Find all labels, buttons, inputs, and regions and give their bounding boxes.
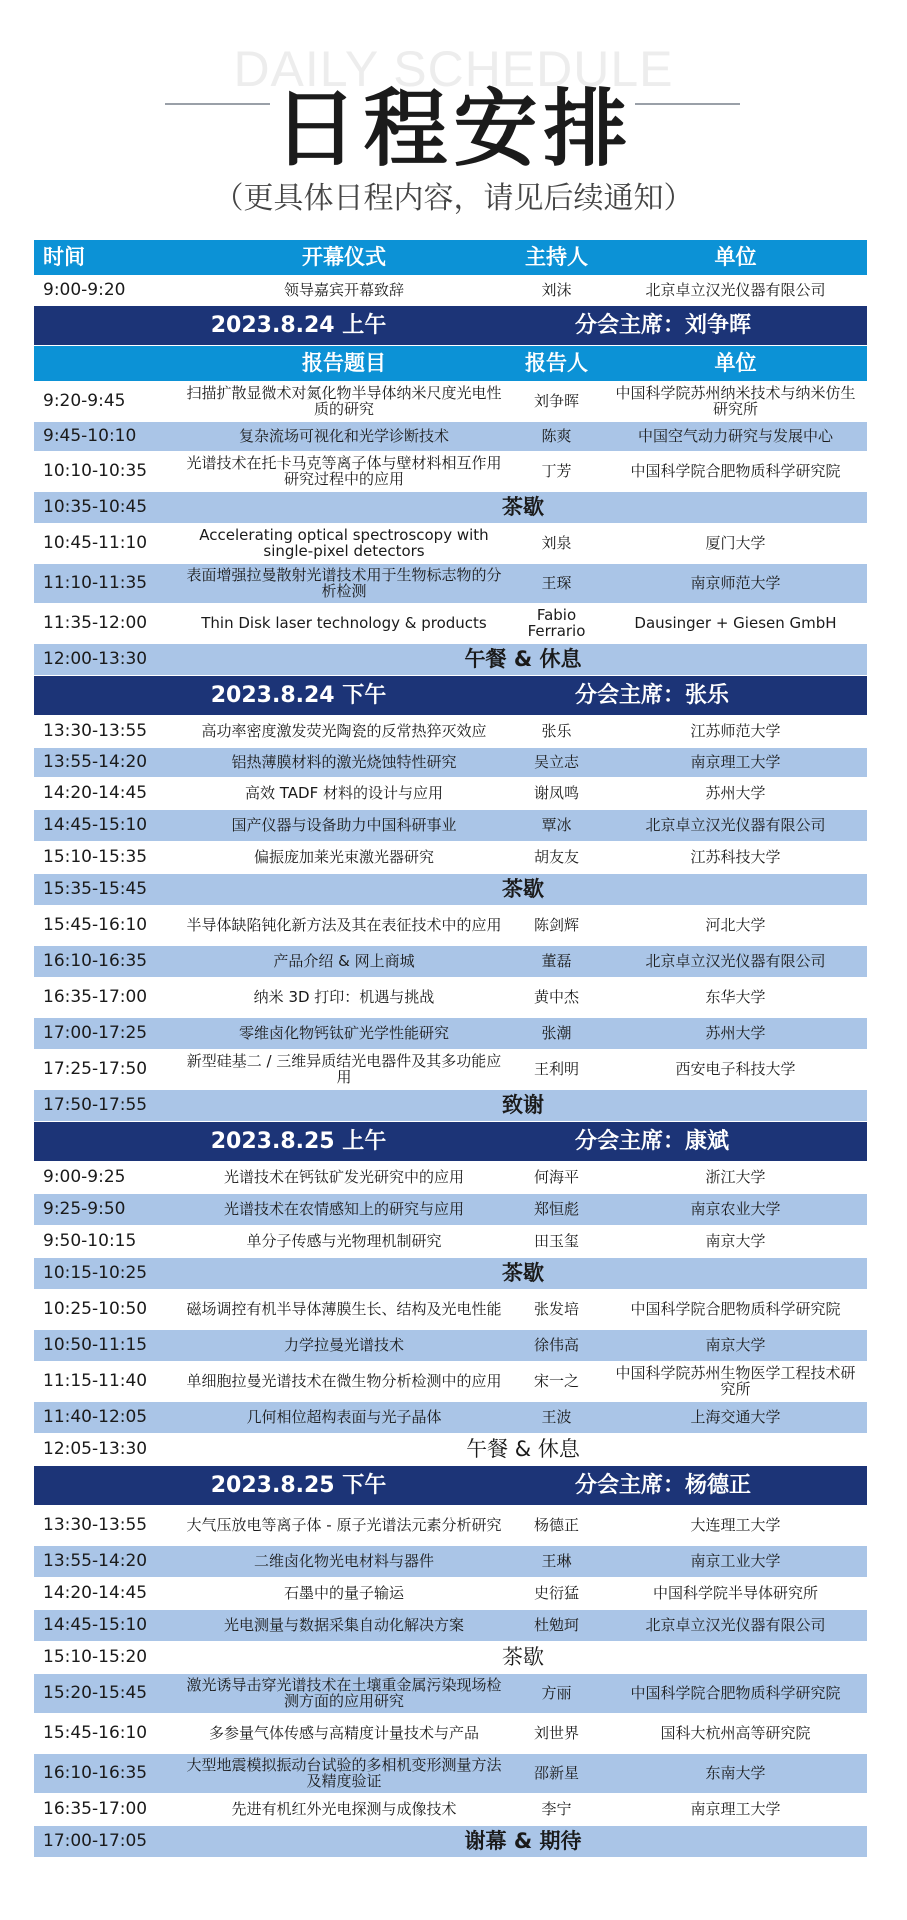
session-chair: 分会主席：康斌 bbox=[575, 1128, 730, 1154]
topic-cell: 单分子传感与光物理机制研究 bbox=[246, 1231, 442, 1250]
table-row bbox=[34, 842, 867, 874]
table-row bbox=[34, 978, 867, 1018]
org-cell: 北京卓立汉光仪器有限公司 bbox=[645, 1615, 826, 1634]
speaker-cell: 丁芳 bbox=[541, 461, 572, 480]
org-cell: 北京卓立汉光仪器有限公司 bbox=[645, 280, 826, 299]
table-row bbox=[34, 276, 867, 306]
speaker-cell: 王利明 bbox=[533, 1059, 579, 1078]
org-cell: 江苏科技大学 bbox=[690, 847, 781, 866]
time-cell: 15:20-15:45 bbox=[43, 1682, 148, 1703]
time-cell: 13:30-13:55 bbox=[43, 1514, 148, 1535]
session-header-row bbox=[34, 676, 867, 716]
org-cell: 南京师范大学 bbox=[690, 573, 781, 592]
topic-cell: 光谱技术在托卡马克等离子体与壁材料相互作用研究过程中的应用 bbox=[186, 453, 502, 488]
break-label: 茶歇 bbox=[502, 495, 544, 520]
break-row bbox=[34, 644, 867, 676]
time-cell: 9:50-10:15 bbox=[43, 1230, 137, 1251]
table-row bbox=[34, 716, 867, 748]
session-header-row bbox=[34, 306, 867, 346]
session-date: 2023.8.25 上午 bbox=[210, 1128, 387, 1154]
table-row bbox=[34, 1714, 867, 1754]
time-cell: 14:20-14:45 bbox=[43, 1582, 148, 1603]
break-row bbox=[34, 1826, 867, 1858]
speaker-cell: 张发培 bbox=[533, 1299, 579, 1318]
break-label: 午餐 & 休息 bbox=[464, 647, 582, 672]
org-cell: Dausinger + Giesen GmbH bbox=[634, 613, 837, 632]
table-row bbox=[34, 1754, 867, 1794]
time-cell: 15:45-16:10 bbox=[43, 1722, 148, 1743]
speaker-cell: 张潮 bbox=[541, 1023, 572, 1042]
time-cell: 10:45-11:10 bbox=[43, 532, 148, 553]
speaker-cell: 史衍猛 bbox=[533, 1583, 579, 1602]
topic-cell: 产品介绍 & 网上商城 bbox=[273, 951, 415, 970]
topic-cell: 大型地震模拟振动台试验的多相机变形测量方法及精度验证 bbox=[186, 1755, 502, 1790]
org-cell: 南京大学 bbox=[705, 1335, 766, 1354]
speaker-cell: Fabio Ferrario bbox=[527, 605, 586, 640]
topic-cell: 开幕仪式 bbox=[302, 245, 386, 270]
org-cell: 浙江大学 bbox=[705, 1167, 766, 1186]
time-cell: 9:25-9:50 bbox=[43, 1198, 126, 1219]
speaker-cell: 李宁 bbox=[541, 1799, 572, 1818]
time-cell: 15:45-16:10 bbox=[43, 914, 148, 935]
session-header-row bbox=[34, 1122, 867, 1162]
topic-cell: 扫描扩散显微术对氮化物半导体纳米尺度光电性质的研究 bbox=[186, 383, 502, 418]
time-cell: 10:50-11:15 bbox=[43, 1334, 148, 1355]
table-row bbox=[34, 1330, 867, 1362]
table-row bbox=[34, 1226, 867, 1258]
org-cell: 东华大学 bbox=[705, 987, 766, 1006]
table-row bbox=[34, 748, 867, 778]
org-cell: 大连理工大学 bbox=[690, 1515, 781, 1534]
speaker-cell: 董磊 bbox=[541, 951, 572, 970]
topic-cell: 半导体缺陷钝化新方法及其在表征技术中的应用 bbox=[186, 915, 502, 934]
org-cell: 单位 bbox=[714, 351, 757, 376]
org-cell: 苏州大学 bbox=[705, 1023, 766, 1042]
topic-cell: Accelerating optical spectroscopy with single-pixel detectors bbox=[199, 525, 489, 560]
table-row bbox=[34, 946, 867, 978]
topic-cell: 光电测量与数据采集自动化解决方案 bbox=[223, 1615, 464, 1634]
org-cell: 厦门大学 bbox=[705, 533, 766, 552]
time-cell: 16:10-16:35 bbox=[43, 1762, 148, 1783]
break-row bbox=[34, 1258, 867, 1290]
topic-cell: 高效 TADF 材料的设计与应用 bbox=[245, 783, 443, 802]
time-cell: 时间 bbox=[43, 245, 85, 270]
time-cell: 14:45-15:10 bbox=[43, 1614, 148, 1635]
table-row bbox=[34, 810, 867, 842]
table-row bbox=[34, 1162, 867, 1194]
topic-cell: 铝热薄膜材料的激光烧蚀特性研究 bbox=[231, 752, 457, 771]
topic-cell: 偏振庞加莱光束激光器研究 bbox=[253, 847, 434, 866]
org-cell: 中国科学院苏州生物医学工程技术研究所 bbox=[615, 1363, 856, 1398]
org-cell: 单位 bbox=[714, 245, 757, 270]
speaker-cell: 刘泉 bbox=[541, 533, 572, 552]
table-row bbox=[34, 1194, 867, 1226]
org-cell: 南京大学 bbox=[705, 1231, 766, 1250]
speaker-cell: 覃冰 bbox=[541, 815, 572, 834]
topic-cell: 力学拉曼光谱技术 bbox=[283, 1335, 404, 1354]
page-title: 日程安排 bbox=[273, 80, 634, 178]
break-label: 谢幕 & 期待 bbox=[464, 1829, 582, 1854]
break-row bbox=[34, 1642, 867, 1674]
topic-cell: 新型硅基二 / 三维异质结光电器件及其多功能应用 bbox=[186, 1051, 502, 1086]
time-cell: 15:35-15:45 bbox=[43, 878, 148, 899]
speaker-cell: 黄中杰 bbox=[533, 987, 579, 1006]
org-cell: 中国科学院合肥物质科学研究院 bbox=[630, 461, 841, 480]
org-cell: 北京卓立汉光仪器有限公司 bbox=[645, 815, 826, 834]
break-label: 致谢 bbox=[502, 1093, 544, 1118]
time-cell: 14:45-15:10 bbox=[43, 814, 148, 835]
time-cell: 17:50-17:55 bbox=[43, 1094, 148, 1115]
break-label: 茶歇 bbox=[502, 1645, 544, 1670]
table-row bbox=[34, 1050, 867, 1090]
time-cell: 9:00-9:20 bbox=[43, 279, 126, 300]
speaker-cell: 刘争晖 bbox=[533, 391, 579, 410]
org-cell: 苏州大学 bbox=[705, 783, 766, 802]
table-row bbox=[34, 1578, 867, 1610]
table-row bbox=[34, 1610, 867, 1642]
org-cell: 南京农业大学 bbox=[690, 1199, 781, 1218]
time-cell: 12:00-13:30 bbox=[43, 648, 148, 669]
column-header-row bbox=[34, 240, 867, 276]
table-row bbox=[34, 1362, 867, 1402]
table-row bbox=[34, 778, 867, 810]
topic-cell: 领导嘉宾开幕致辞 bbox=[283, 280, 404, 299]
topic-cell: 复杂流场可视化和光学诊断技术 bbox=[238, 426, 449, 445]
time-cell: 13:55-14:20 bbox=[43, 1550, 148, 1571]
speaker-cell: 刘世界 bbox=[533, 1723, 579, 1742]
break-row bbox=[34, 492, 867, 524]
org-cell: 中国科学院半导体研究所 bbox=[652, 1583, 818, 1602]
time-cell: 9:00-9:25 bbox=[43, 1166, 126, 1187]
time-cell: 17:25-17:50 bbox=[43, 1058, 148, 1079]
speaker-cell: 方丽 bbox=[541, 1683, 572, 1702]
break-label: 午餐 & 休息 bbox=[466, 1437, 580, 1462]
time-cell: 11:10-11:35 bbox=[43, 572, 148, 593]
table-row bbox=[34, 382, 867, 422]
speaker-cell: 主持人 bbox=[525, 245, 588, 270]
page-header bbox=[0, 0, 907, 240]
time-cell: 15:10-15:35 bbox=[43, 846, 148, 867]
session-date: 2023.8.24 上午 bbox=[210, 312, 387, 338]
time-cell: 9:20-9:45 bbox=[43, 390, 126, 411]
time-cell: 11:40-12:05 bbox=[43, 1406, 148, 1427]
time-cell: 10:25-10:50 bbox=[43, 1298, 148, 1319]
break-label: 茶歇 bbox=[502, 1261, 544, 1286]
table-row bbox=[34, 1290, 867, 1330]
session-date: 2023.8.25 下午 bbox=[210, 1472, 387, 1498]
table-row bbox=[34, 604, 867, 644]
time-cell: 11:15-11:40 bbox=[43, 1370, 148, 1391]
break-row bbox=[34, 1434, 867, 1466]
time-cell: 10:15-10:25 bbox=[43, 1262, 148, 1283]
time-cell: 15:10-15:20 bbox=[43, 1646, 148, 1667]
session-chair: 分会主席：杨德正 bbox=[575, 1472, 752, 1498]
table-row bbox=[34, 422, 867, 452]
topic-cell: 几何相位超构表面与光子晶体 bbox=[246, 1407, 442, 1426]
org-cell: 西安电子科技大学 bbox=[675, 1059, 796, 1078]
topic-cell: 单细胞拉曼光谱技术在微生物分析检测中的应用 bbox=[186, 1371, 502, 1390]
topic-cell: 表面增强拉曼散射光谱技术用于生物标志物的分析检测 bbox=[186, 565, 502, 600]
page-subtitle: （更具体日程内容，请见后续通知） bbox=[213, 181, 694, 216]
org-cell: 国科大杭州高等研究院 bbox=[660, 1723, 811, 1742]
org-cell: 南京工业大学 bbox=[690, 1551, 781, 1570]
table-row bbox=[34, 524, 867, 564]
table-row bbox=[34, 1674, 867, 1714]
org-cell: 中国科学院合肥物质科学研究院 bbox=[630, 1299, 841, 1318]
time-cell: 12:05-13:30 bbox=[43, 1438, 148, 1459]
time-cell: 11:35-12:00 bbox=[43, 612, 148, 633]
org-cell: 上海交通大学 bbox=[690, 1407, 781, 1426]
topic-cell: 二维卤化物光电材料与器件 bbox=[253, 1551, 434, 1570]
time-cell: 9:45-10:10 bbox=[43, 425, 137, 446]
topic-cell: 大气压放电等离子体 - 原子光谱法元素分析研究 bbox=[186, 1515, 502, 1534]
speaker-cell: 田玉玺 bbox=[533, 1231, 579, 1250]
column-header-row bbox=[34, 346, 867, 382]
speaker-cell: 陈爽 bbox=[541, 426, 572, 445]
session-chair: 分会主席：刘争晖 bbox=[575, 312, 752, 338]
speaker-cell: 杨德正 bbox=[533, 1515, 579, 1534]
time-cell: 17:00-17:25 bbox=[43, 1022, 148, 1043]
time-cell: 13:55-14:20 bbox=[43, 751, 148, 772]
speaker-cell: 徐伟高 bbox=[533, 1335, 579, 1354]
time-cell: 16:35-17:00 bbox=[43, 986, 148, 1007]
speaker-cell: 宋一之 bbox=[533, 1371, 579, 1390]
table-row bbox=[34, 906, 867, 946]
table-row bbox=[34, 1402, 867, 1434]
topic-cell: 国产仪器与设备助力中国科研事业 bbox=[231, 815, 457, 834]
topic-cell: 光谱技术在农情感知上的研究与应用 bbox=[223, 1199, 464, 1218]
speaker-cell: 刘沫 bbox=[541, 280, 572, 299]
speaker-cell: 王波 bbox=[541, 1407, 572, 1426]
table-row bbox=[34, 452, 867, 492]
break-row bbox=[34, 874, 867, 906]
table-row bbox=[34, 564, 867, 604]
time-cell: 10:35-10:45 bbox=[43, 496, 148, 517]
org-cell: 中国空气动力研究与发展中心 bbox=[637, 426, 833, 445]
topic-cell: 报告题目 bbox=[302, 351, 386, 376]
topic-cell: 先进有机红外光电探测与成像技术 bbox=[231, 1799, 457, 1818]
topic-cell: 零维卤化物钙钛矿光学性能研究 bbox=[238, 1023, 449, 1042]
table-row bbox=[34, 1506, 867, 1546]
topic-cell: Thin Disk laser technology & products bbox=[201, 613, 487, 632]
time-cell: 13:30-13:55 bbox=[43, 720, 148, 741]
org-cell: 东南大学 bbox=[705, 1763, 766, 1782]
session-chair: 分会主席：张乐 bbox=[575, 682, 730, 708]
org-cell: 中国科学院苏州纳米技术与纳米仿生研究所 bbox=[615, 383, 856, 418]
topic-cell: 纳米 3D 打印：机遇与挑战 bbox=[253, 987, 435, 1006]
speaker-cell: 何海平 bbox=[533, 1167, 579, 1186]
speaker-cell: 陈剑辉 bbox=[533, 915, 579, 934]
time-cell: 17:00-17:05 bbox=[43, 1830, 148, 1851]
org-cell: 南京理工大学 bbox=[690, 752, 781, 771]
speaker-cell: 郑恒彪 bbox=[533, 1199, 579, 1218]
schedule-table bbox=[34, 240, 867, 1858]
session-header-row bbox=[34, 1466, 867, 1506]
topic-cell: 激光诱导击穿光谱技术在土壤重金属污染现场检测方面的应用研究 bbox=[186, 1675, 502, 1710]
speaker-cell: 王琳 bbox=[541, 1551, 572, 1570]
table-row bbox=[34, 1546, 867, 1578]
speaker-cell: 谢凤鸣 bbox=[533, 783, 579, 802]
session-date: 2023.8.24 下午 bbox=[210, 682, 387, 708]
time-cell: 10:10-10:35 bbox=[43, 460, 148, 481]
background-title: DAILY SCHEDULE bbox=[233, 41, 674, 97]
speaker-cell: 胡友友 bbox=[533, 847, 579, 866]
org-cell: 南京理工大学 bbox=[690, 1799, 781, 1818]
topic-cell: 光谱技术在钙钛矿发光研究中的应用 bbox=[223, 1167, 464, 1186]
org-cell: 江苏师范大学 bbox=[690, 721, 781, 740]
topic-cell: 多参量气体传感与高精度计量技术与产品 bbox=[208, 1723, 479, 1742]
speaker-cell: 王琛 bbox=[541, 573, 572, 592]
time-cell: 16:10-16:35 bbox=[43, 950, 148, 971]
break-label: 茶歇 bbox=[502, 877, 544, 902]
org-cell: 河北大学 bbox=[705, 915, 766, 934]
speaker-cell: 张乐 bbox=[541, 721, 572, 740]
topic-cell: 磁场调控有机半导体薄膜生长、结构及光电性能 bbox=[186, 1299, 502, 1318]
speaker-cell: 报告人 bbox=[525, 351, 588, 376]
time-cell: 14:20-14:45 bbox=[43, 782, 148, 803]
speaker-cell: 邵新星 bbox=[533, 1763, 579, 1782]
speaker-cell: 杜勉珂 bbox=[533, 1615, 579, 1634]
speaker-cell: 吴立志 bbox=[533, 752, 579, 771]
org-cell: 中国科学院合肥物质科学研究院 bbox=[630, 1683, 841, 1702]
table-row bbox=[34, 1018, 867, 1050]
topic-cell: 石墨中的量子输运 bbox=[283, 1583, 404, 1602]
topic-cell: 高功率密度激发荧光陶瓷的反常热猝灭效应 bbox=[201, 721, 487, 740]
time-cell: 16:35-17:00 bbox=[43, 1798, 148, 1819]
break-row bbox=[34, 1090, 867, 1122]
org-cell: 北京卓立汉光仪器有限公司 bbox=[645, 951, 826, 970]
table-row bbox=[34, 1794, 867, 1826]
